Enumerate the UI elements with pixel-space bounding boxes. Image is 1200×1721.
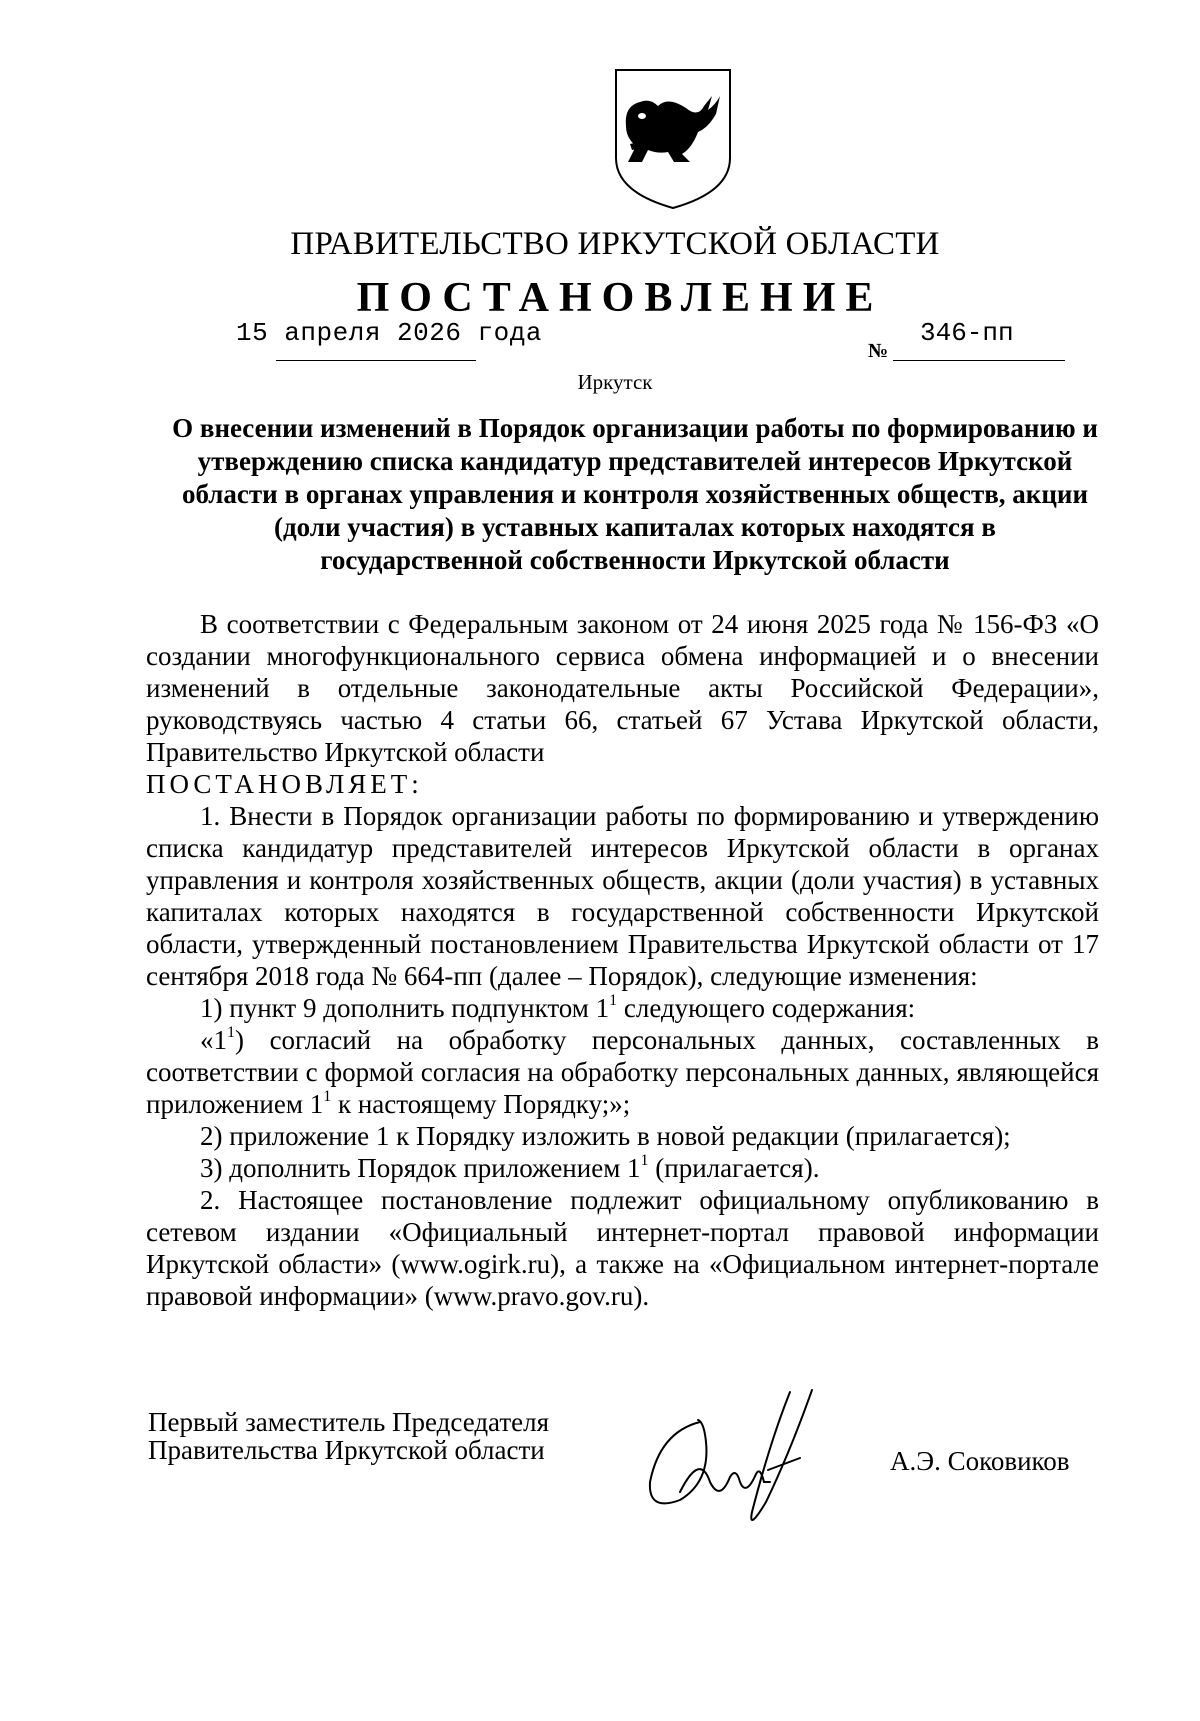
document-type: ПОСТАНОВЛЕНИЕ — [356, 275, 884, 321]
subitem-2: 2) приложение 1 к Порядку изложить в новой редакции (прилагается); — [200, 1121, 1011, 1151]
document-date: 15 апреля 2026 года — [236, 318, 542, 348]
signatory-position: Первый заместитель Председателя Правительства Иркутской области — [148, 1407, 550, 1465]
decree-word: ПОСТАНОВЛЯЕТ: — [146, 769, 423, 799]
document-title: О внесении изменений в Порядок организации работы по формированию и утверждению списка кандидатур представителей интересов Иркутской области в органах управления и контроля хозяйственных обществ, акции (доли участия) в уставных капиталах которых находятся в государственной собственности Иркутской области — [172, 413, 1098, 575]
item-2: 2. Настоящее постановление подлежит официальному опубликованию в сетевом издании «Официальный интернет-портал правовой информации Иркутской области» (www.ogirk.ru), а также на «Официальном интернет-портале правовой информации» (www.pravo.gov.ru). — [146, 1185, 1099, 1311]
date-underline — [276, 360, 476, 361]
coat-of-arms-icon — [612, 66, 734, 212]
subitem-1: 1) пункт 9 дополнить подпунктом $1^1$ следующего содержания: — [200, 992, 916, 1023]
handwritten-signature-icon — [640, 1382, 850, 1532]
number-underline — [893, 360, 1065, 361]
item-1: 1. Внести в Порядок организации работы по формированию и утверждению списка кандидатур представителей интересов Иркутской области в органах управления и контроля хозяйственных обществ, акции (доли участия) в уставных капиталах которых находятся в государственной собственности Иркутской области, утвержденный постановлением Правительства Иркутской области от 17 сентября 2018 года № 664-пп (далее – Порядок), следующие изменения: — [146, 801, 1099, 991]
intro-paragraph: В соответствии с Федеральным законом от 24 июня 2025 года № 156-ФЗ «О создании многофункционального сервиса обмена информацией и о внесении изменений в отдельные законодательные акты Российской Федерации», руководствуясь частью 4 статьи 66, статьей 67 Устава Иркутской области, Правительство Иркутской области — [146, 609, 1099, 767]
document-number: 346-пп — [920, 318, 1014, 348]
document-body — [146, 608, 1099, 1312]
number-sign: № — [868, 340, 889, 362]
signatory-name: А.Э. Соковиков — [890, 1446, 1070, 1476]
subitem-3: 3) дополнить Порядок приложением $1^1$ (прилагается). — [200, 1152, 820, 1183]
organization-name: ПРАВИТЕЛЬСТВО ИРКУТСКОЙ ОБЛАСТИ — [290, 226, 940, 262]
city: Иркутск — [577, 370, 653, 394]
quoted-subpoint: «$1^1$) согласий на обработку персональных данных, составленных в соответствии с формой согласия на обработку персональных данных, являющейся приложением $1^1$ к настоящему Порядку;»; — [146, 1024, 1099, 1119]
